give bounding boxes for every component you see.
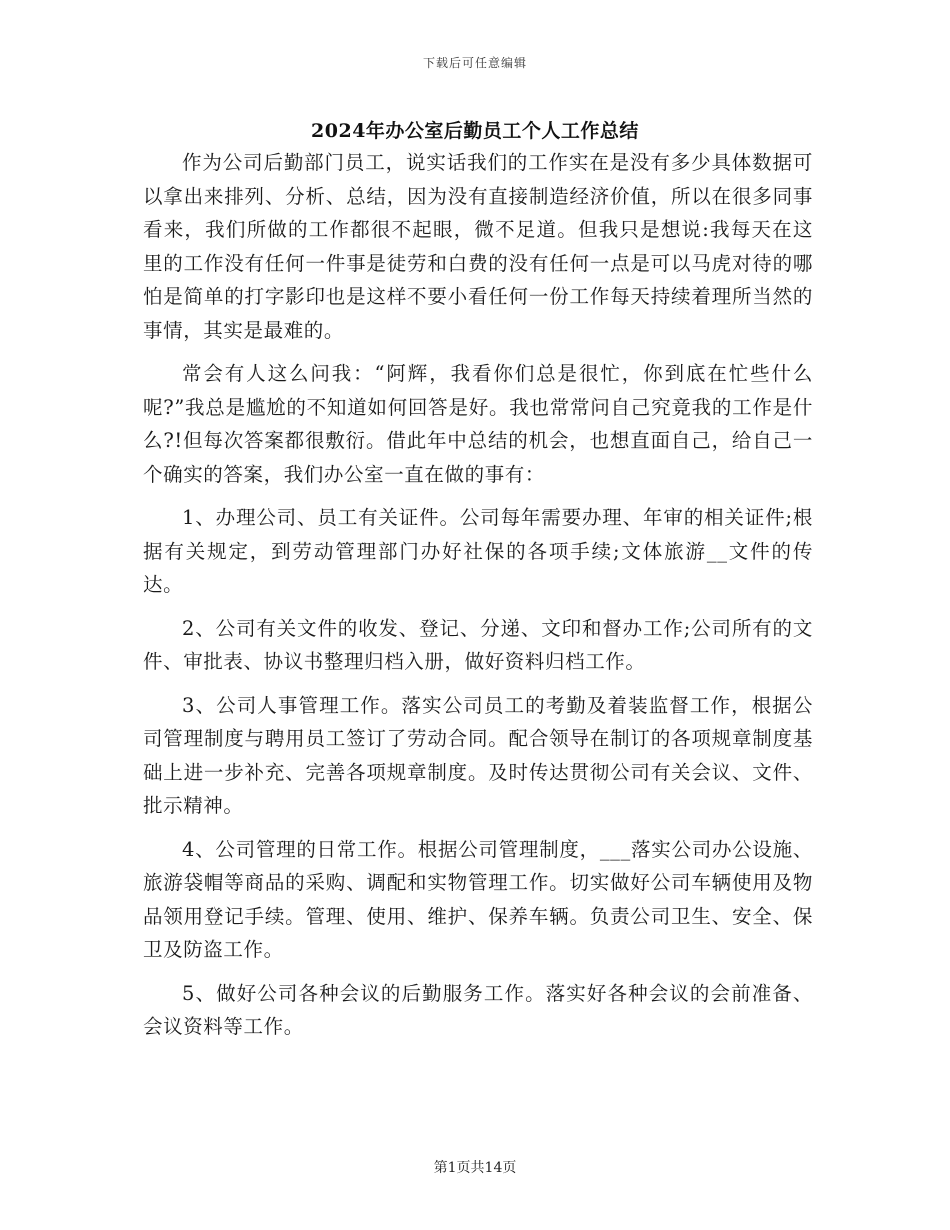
page-number: 第1页共14页 [433,1160,517,1176]
paragraph-item-3: 3、公司人事管理工作。落实公司员工的考勤及着装监督工作，根据公司管理制度与聘用员工签订了劳动合同。配合领导在制订的各项规章制度基础上进一步补充、完善各项规章制度。及时传达贯彻公司有关会议、文件、批示精神。 [143,693,813,817]
paragraph-item-2: 2、公司有关文件的收发、登记、分递、文印和督办工作;公司所有的文件、审批表、协议书整理归档入册，做好资料归档工作。 [143,616,813,673]
paragraph-item-5: 5、做好公司各种会议的后勤服务工作。落实好各种会议的会前准备、会议资料等工作。 [143,981,813,1038]
document-body [143,146,813,1054]
paragraph-question: 常会有人这么问我：“阿辉，我看你们总是很忙，你到底在忙些什么呢?”我总是尴尬的不知道如何回答是好。我也常常问自己究竟我的工作是什么?!但每次答案都很敷衍。借此年中总结的机会，也想直面自己，给自己一个确实的答案，我们办公室一直在做的事有： [143,362,813,486]
paragraph-item-4: 4、公司管理的日常工作。根据公司管理制度，___落实公司办公设施、旅游袋帽等商品的采购、调配和实物管理工作。切实做好公司车辆使用及物品领用登记手续。管理、使用、维护、保养车辆。负责公司卫生、安全、保卫及防盗工作。 [143,837,813,961]
document-title: 2024年办公室后勤员工个人工作总结 [311,120,639,142]
page-header-note: 下载后可任意编辑 [422,56,527,70]
paragraph-item-1: 1、办理公司、员工有关证件。公司每年需要办理、年审的相关证件;根据有关规定，到劳动管理部门办好社保的各项手续;文体旅游__文件的传达。 [143,506,813,596]
paragraph-intro: 作为公司后勤部门员工，说实话我们的工作实在是没有多少具体数据可以拿出来排列、分析、总结，因为没有直接制造经济价值，所以在很多同事看来，我们所做的工作都很不起眼，微不足道。但我只是想说:我每天在这里的工作没有任何一件事是徒劳和白费的没有任何一点是可以马虎对待的哪怕是简单的打字影印也是这样不要小看任何一份工作每天持续着理所当然的事情，其实是最难的。 [143,151,813,342]
